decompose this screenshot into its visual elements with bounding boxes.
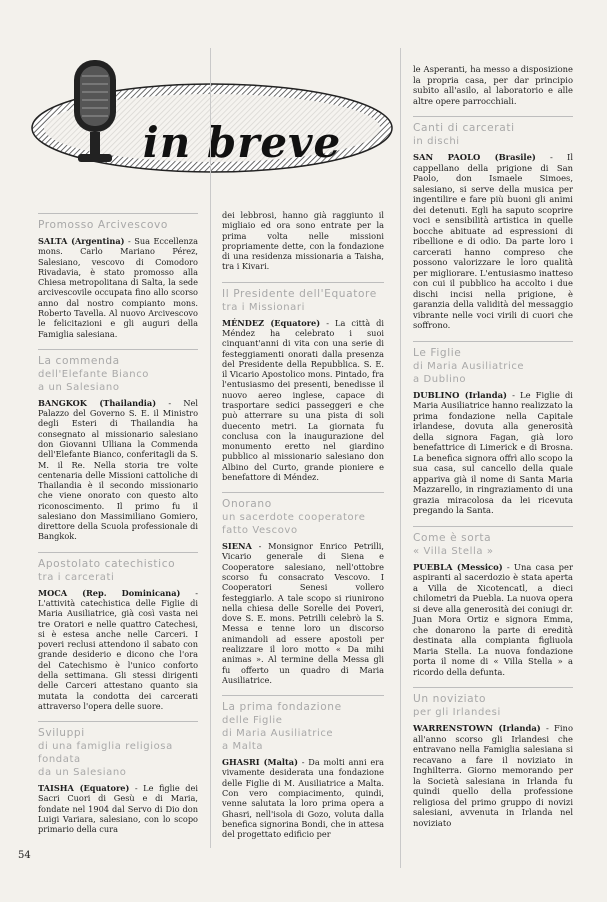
news-dateline: DUBLINO (Irlanda)	[413, 389, 507, 400]
news-item	[413, 526, 573, 678]
news-heading	[38, 558, 198, 584]
section-divider	[222, 492, 384, 493]
section-divider	[413, 341, 573, 342]
news-heading-line: dell'Elefante Bianco	[38, 368, 150, 380]
news-heading-line: tra i carcerati	[38, 571, 115, 583]
news-heading-line: Apostolato catechistico	[38, 557, 176, 570]
news-dateline: MÉNDEZ (Equatore)	[222, 317, 321, 328]
page-number: 54	[18, 850, 31, 861]
news-body	[413, 723, 573, 828]
news-heading	[38, 219, 198, 232]
section-divider	[222, 695, 384, 696]
news-dateline: TAISHA (Equatore)	[38, 783, 130, 794]
news-heading-line: di Maria Ausiliatrice	[222, 728, 334, 740]
news-body	[413, 390, 573, 516]
news-heading-line: Un noviziato	[413, 693, 487, 705]
section-divider	[222, 282, 384, 283]
column-rule	[210, 48, 211, 848]
news-heading-line: in dischi	[413, 136, 460, 147]
news-heading	[222, 498, 384, 537]
news-text: - Nel Palazzo del Governo S. E. il Ministro degli Esteri di Thailandia ha consegnato al missionario salesiano don Giovanni Ulliana la Commenda dell'Elefante Bianco, conferitagli da S. M. il Re. Nella storia tre volte centenaria delle Missioni cattoliche di Thailandia è il secondo missionario che viene onorato con questo alto riconoscimento. Il primo fu il salesiano don Massimiliano Gomiero, direttore della Scuola professionale di Bangkok.	[38, 397, 198, 542]
news-text: - Le figlie dei Sacri Cuori di Gesù e di Maria, fondate nel 1904 dal Servo di Dio don Luigi Variara, salesiano, con lo scopo primario della cura	[38, 783, 198, 835]
middle-column	[222, 206, 384, 849]
news-heading	[38, 727, 198, 779]
news-dateline: SAN PAOLO (Brasile)	[413, 152, 536, 162]
news-heading-line: Come è sorta	[413, 531, 492, 544]
news-text: - Fino all'anno scorso gli Irlandesi che entravano nella Famiglia salesiana si recavano a fare il noviziato in Inghilterra. Giorno memorando per la Società salesiana in Irlanda fu quindi quello della professione religiosa del primo gruppo di novizi salesiani, avvenuta in Irlanda nel noviziato	[413, 723, 573, 828]
news-dateline: BANGKOK (Thailandia)	[38, 397, 157, 408]
news-dateline: SIENA	[222, 541, 252, 552]
section-divider	[413, 116, 573, 117]
news-item	[222, 210, 384, 272]
right-column	[413, 60, 573, 838]
news-heading-line: La prima fondazione	[222, 701, 342, 714]
news-body	[222, 210, 384, 272]
news-item	[413, 116, 573, 331]
news-heading-line: fondata	[38, 754, 81, 766]
news-text: - Monsignor Enrico Petrilli, Vicario generale di Siena e Cooperatore salesiano, nell'ottobre scorso fu consacrato Vescovo. I Cooperatori Senesi vollero festeggiarlo. A tale scopo si riunirono nella chiesa delle Sorelle dei Poveri, dove S. E. mons. Petrilli celebrò la S. Messa e tenne loro un discorso animandoli ad essere apostoli per realizzare il loro motto « Da mihi animas ». Al termine della Messa gli fu offerto un quadro di Maria Ausiliatrice.	[222, 541, 384, 685]
news-item	[222, 282, 384, 483]
news-body	[38, 398, 198, 542]
news-text: - Sua Eccellenza mons. Carlo Mariano Pérez, Salesiano, vescovo di Comodoro Rivadavia, è stato promosso alla Chiesa metropolitana di Salta, la sede arcivescovile occupata fino allo scorso anno dal nostro compianto mons. Roberto Tavella. Al nuovo Arcivescovo le felicitazioni e gli auguri della Famiglia salesiana.	[38, 236, 198, 339]
news-text: - Il cappellano della prigione di San Paolo, don Ismaele Simoes, salesiano, si serve della musica per ingentilire e fare più buoni gli animi dei detenuti. Egli ha saputo scoprire voci e sensibilità artistica in quelle bocche abituate ad espressioni di ribellione e di odio. Da parte loro i carcerati hanno compreso che possono valorizzare le loro qualità per migliorare. L'entusiasmo inatteso con cui il pubblico ha accolto i due dischi incisi nella prigione, è garanzia della validità del messaggio vibrante nelle voci virili di cuori che soffrono.	[413, 152, 573, 330]
news-item	[222, 492, 384, 685]
news-dateline: MOCA (Rep. Dominicana)	[38, 587, 181, 598]
section-divider	[38, 349, 198, 350]
news-heading-line: Le Figlie	[413, 346, 462, 359]
news-heading-line: da un Salesiano	[38, 767, 127, 779]
news-heading-line: « Villa Stella »	[413, 545, 494, 557]
news-heading	[413, 122, 573, 148]
news-body	[222, 318, 384, 483]
news-heading-line: delle Figlie	[222, 715, 283, 727]
news-body	[222, 757, 384, 839]
section-divider	[38, 213, 198, 214]
news-heading	[413, 532, 573, 558]
news-text: - Da molti anni era vivamente desiderata una fondazione delle Figlie di M. Ausiliatrice a Malta. Con vero compiacimento, quindi, venne salutata la loro prima opera a Ghasri, nell'isola di Gozo, voluta dalla benefica signorina Bondi, che in attesa del progettato edificio per	[222, 757, 384, 840]
news-heading-line: Canti di carcerati	[413, 122, 515, 134]
news-text: - Una casa per aspiranti al sacerdozio è stata aperta a Villa de Xicotencatl, a dieci chilometri da Puebla. La nuova opera si deve alla generosità dei coniugi dr. Juan Mora Ortiz e signora Emma, che donarono la parte di eredità destinata alla compianta figliuola Maria Stella. La nuova fondazione porta il nome di « Villa Stella » a ricordo della defunta.	[413, 561, 573, 677]
news-item	[413, 64, 573, 106]
news-heading-line: di una famiglia religiosa	[38, 741, 173, 753]
news-item	[222, 695, 384, 839]
news-heading-line: a Dublino	[413, 373, 467, 385]
news-heading-line: a Malta	[222, 741, 264, 753]
column-rule	[400, 48, 401, 868]
news-text: dei lebbrosi, hanno già raggiunto il migliaio ed ora sono entrate per la prima volta nelle missioni propriamente dette, con la fondazione di una residenza missionaria a Taisha, tra i Kivari.	[222, 210, 384, 272]
news-body	[413, 562, 573, 678]
news-body	[413, 152, 573, 331]
news-heading-line: Sviluppi	[38, 727, 85, 740]
news-text: - Le Figlie di Maria Ausiliatrice hanno realizzato la prima fondazione nella Capitale irlandese, dovuta alla generosità della signora Fagan, già loro benefattrice di Limerick e di Brosna. La benefica signora offrì allo scopo la sua casa, sul cancello della quale appariva già il nome di Santa Maria Mazzarello, in ringraziamento di una grazia miracolosa da lei ricevuta pregando la Santa.	[413, 389, 573, 515]
news-item	[38, 552, 198, 711]
news-dateline: PUEBLA (Messico)	[413, 561, 503, 572]
news-item	[38, 721, 198, 834]
news-dateline: SALTA (Argentina)	[38, 236, 125, 246]
news-heading	[222, 701, 384, 753]
news-heading-line: un sacerdote cooperatore	[222, 512, 366, 524]
news-heading-line: Onorano	[222, 498, 272, 511]
news-item	[38, 213, 198, 339]
news-heading-line: Promosso Arcivescovo	[38, 219, 168, 231]
news-heading	[413, 693, 573, 719]
news-heading	[413, 347, 573, 386]
news-dateline: GHASRI (Malta)	[222, 757, 298, 768]
section-divider	[38, 721, 198, 722]
news-heading-line: Il Presidente dell'Equatore	[222, 287, 377, 300]
banner-title: in breve	[142, 118, 342, 167]
news-text: le Asperanti, ha messo a disposizione la propria casa, per dar principio subito all'asilo, al laboratorio e alle altre opere parrocchiali.	[413, 64, 573, 106]
section-divider	[413, 526, 573, 527]
news-heading	[222, 288, 384, 314]
news-body	[222, 541, 384, 685]
news-body	[38, 783, 198, 834]
section-divider	[38, 552, 198, 553]
news-heading	[38, 355, 198, 394]
news-item	[413, 687, 573, 828]
left-column	[38, 206, 198, 845]
news-text: - L'attività catechistica delle Figlie di Maria Ausiliatrice, già così vasta nei tre Oratori e nelle quattro Catechesi, si è estesa anche nelle Carceri. I poveri reclusi attendono il sabato con grande desiderio e dicono che l'ora del Catechismo è l'unico conforto della settimana. Gli stessi dirigenti delle Carceri attestano quanto sia mutata la condotta dei carcerati attraverso l'opera delle suore.	[38, 587, 198, 711]
news-body	[38, 588, 198, 711]
news-item	[413, 341, 573, 516]
news-body	[413, 64, 573, 106]
news-item	[38, 349, 198, 542]
news-heading-line: a un Salesiano	[38, 381, 120, 393]
news-heading-line: tra i Missionari	[222, 301, 305, 313]
news-heading-line: fatto Vescovo	[222, 525, 298, 537]
section-divider	[413, 687, 573, 688]
news-heading-line: di Maria Ausiliatrice	[413, 360, 525, 372]
news-heading-line: La commenda	[38, 354, 120, 367]
news-text: - La città di Méndez ha celebrato i suoi cinquant'anni di vita con una serie di festeggiamenti onorati dalla presenza del Presidente della Repubblica. S. E. il Vicario Apostolico mons. Pintado, fra l'entusiasmo dei presenti, benedisse il nuovo aereo inglese, capace di trasportare sedici passeggeri e che può atterrare su una pista di soli duecento metri. La giornata fu conclusa con la inaugurazione del monumento eretto nel giardino pubblico al missionario salesiano don Albino del Curto, grande pioniere e benefattore di Méndez.	[222, 317, 384, 482]
news-dateline: WARRENSTOWN (Irlanda)	[413, 723, 541, 733]
news-heading-line: per gli Irlandesi	[413, 707, 501, 718]
news-body	[38, 236, 198, 339]
